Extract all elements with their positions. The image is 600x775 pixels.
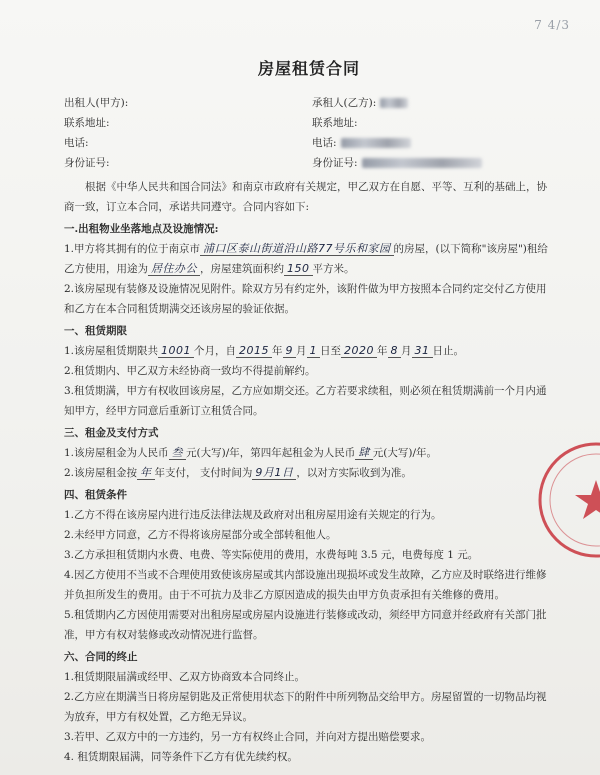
section-4-item-2: 2.未经甲方同意，乙方不得将该房屋部分或全部转租他人。 <box>64 529 337 541</box>
text: 的房屋，(以下简称"该房屋")租给 <box>393 243 548 255</box>
lessor-id-label: 身份证号: <box>64 157 110 169</box>
lessee-label: 承租人(乙方): <box>312 97 377 109</box>
handwritten-payment-period: 年 <box>137 466 155 480</box>
text: 1.甲方将其拥有的位于南京市 <box>64 243 201 255</box>
text: 日至 <box>320 345 342 357</box>
handwritten-end-day: 31 <box>412 344 433 358</box>
section-4-item-5: 5.租赁期内乙方因使用需要对出租房屋或房屋内设施进行装修或改动，须经甲方同意并经政府有关部门批准，甲方有权对装修或改动情况进行监督。 <box>64 609 547 641</box>
lessee-phone-label: 电话: <box>312 137 337 149</box>
text: 乙方使用，用途为 <box>64 263 148 275</box>
handwritten-rent-4th-year: 肆 <box>355 446 373 460</box>
text: 平方米。 <box>312 263 355 275</box>
text: 个月，自 <box>194 345 237 357</box>
text: ，房屋建筑面积约 <box>200 263 284 275</box>
section-3-heading: 三、租金及支付方式 <box>64 427 159 439</box>
text: 年支付， 支付时间为 <box>154 467 253 479</box>
section-4-item-1: 1.乙方不得在该房屋内进行违反法律法规及政府对出租房屋用途有关规定的行为。 <box>64 509 442 521</box>
section-6-item-3: 3.若甲、乙双方中的一方违约，另一方有权终止合同，并向对方提出赔偿要求。 <box>64 731 432 743</box>
redacted-phone <box>341 138 411 148</box>
redacted-name <box>380 98 408 108</box>
lessee-id-label: 身份证号: <box>312 157 358 169</box>
handwritten-end-month: 8 <box>388 344 402 358</box>
red-seal-stamp <box>536 440 600 560</box>
section-6-item-4: 4. 租赁期限届满，同等条件下乙方有优先续约权。 <box>64 751 298 763</box>
handwritten-start-month: 9 <box>283 344 297 358</box>
handwritten-end-year: 2020 <box>341 344 377 358</box>
section-4-item-4: 4.因乙方使用不当或不合理使用致使该房屋或其内部设施出现损坏或发生故障，乙方应及时联络进行维修并负担所发生的费用。由于不可抗力及非乙方原因造成的损失由甲方负责承担有关维修的费用。 <box>64 569 547 601</box>
section-4-heading: 四、租赁条件 <box>64 489 127 501</box>
section-3-item-1 <box>64 443 554 463</box>
section-6-item-2: 2.乙方应在期满当日将房屋钥匙及正常使用状态下的附件中所列物品交给甲方。房屋留置的一切物品均视为放弃，甲方有权处置，乙方绝无异议。 <box>64 691 547 723</box>
text: 2.该房屋租金按 <box>64 467 138 479</box>
handwritten-payment-date: 9月1日 <box>252 466 296 480</box>
section-2-heading: 一、租赁期限 <box>64 325 127 337</box>
section-2-item-1 <box>64 341 554 361</box>
party-info <box>64 93 554 173</box>
text: 月 <box>401 345 412 357</box>
section-1-item-1 <box>64 239 554 279</box>
lessor-address-label: 联系地址: <box>64 117 110 129</box>
lessee-address-label: 联系地址: <box>312 117 358 129</box>
section-1-item-2: 2.该房屋现有装修及设施情况见附件。除双方另有约定外，该附件做为甲方按照本合同约定交付乙方使用和乙方在本合同租赁期满交还该房屋的验证依据。 <box>64 283 547 315</box>
text: 日止。 <box>432 345 465 357</box>
handwritten-address: 浦口区泰山街道沿山路77号乐和家园 <box>200 242 394 256</box>
section-4-item-3: 3.乙方承担租赁期内水费、电费、等实际使用的费用，水费每吨 3.5 元，电费每度 1 元。 <box>64 549 479 561</box>
handwritten-start-day: 1 <box>307 344 321 358</box>
text: 年 <box>272 345 283 357</box>
handwritten-area: 150 <box>284 262 313 276</box>
text: 年 <box>377 345 388 357</box>
text: 1.该房屋租金为人民币 <box>64 447 169 459</box>
lessor-phone-label: 电话: <box>64 137 89 149</box>
section-6-item-1: 1.租赁期限届满或经甲、乙双方协商致本合同终止。 <box>64 671 306 683</box>
section-6-heading: 六、合同的终止 <box>64 651 138 663</box>
text: ，以对方实际收到为准。 <box>296 467 412 479</box>
handwritten-usage: 居住办公 <box>148 262 200 276</box>
section-1-heading: 一.出租物业坐落地点及设施情况: <box>64 223 219 235</box>
lessor-label: 出租人(甲方): <box>64 97 129 109</box>
intro-paragraph: 根据《中华人民共和国合同法》和南京市政府有关规定，甲乙双方在自愿、平等、互利的基础上，协商一致，订立本合同，承诺共同遵守。合同内容如下: <box>64 181 547 213</box>
redacted-id <box>362 158 482 168</box>
corner-handwritten-mark: 7 4/3 <box>534 18 570 32</box>
text: 月 <box>296 345 307 357</box>
contract-title: 房屋租赁合同 <box>257 59 360 78</box>
text: 元(大写)/年，第四年起租金为人民币 <box>186 447 356 459</box>
section-3-item-2 <box>64 463 554 483</box>
text: 1.该房屋租赁期限共 <box>64 345 159 357</box>
section-2-item-2: 2.租赁期内、甲乙双方未经协商一致均不得提前解约。 <box>64 365 316 377</box>
handwritten-months: 1001 <box>158 344 194 358</box>
handwritten-rent: 叁 <box>169 446 187 460</box>
handwritten-start-year: 2015 <box>236 344 272 358</box>
section-2-item-3: 3.租赁期满，甲方有权收回该房屋，乙方应如期交还。乙方若要求续租，则必须在租赁期满前一个月内通知甲方，经甲方同意后重新订立租赁合同。 <box>64 385 547 417</box>
text: 元(大写)/年。 <box>372 447 437 459</box>
